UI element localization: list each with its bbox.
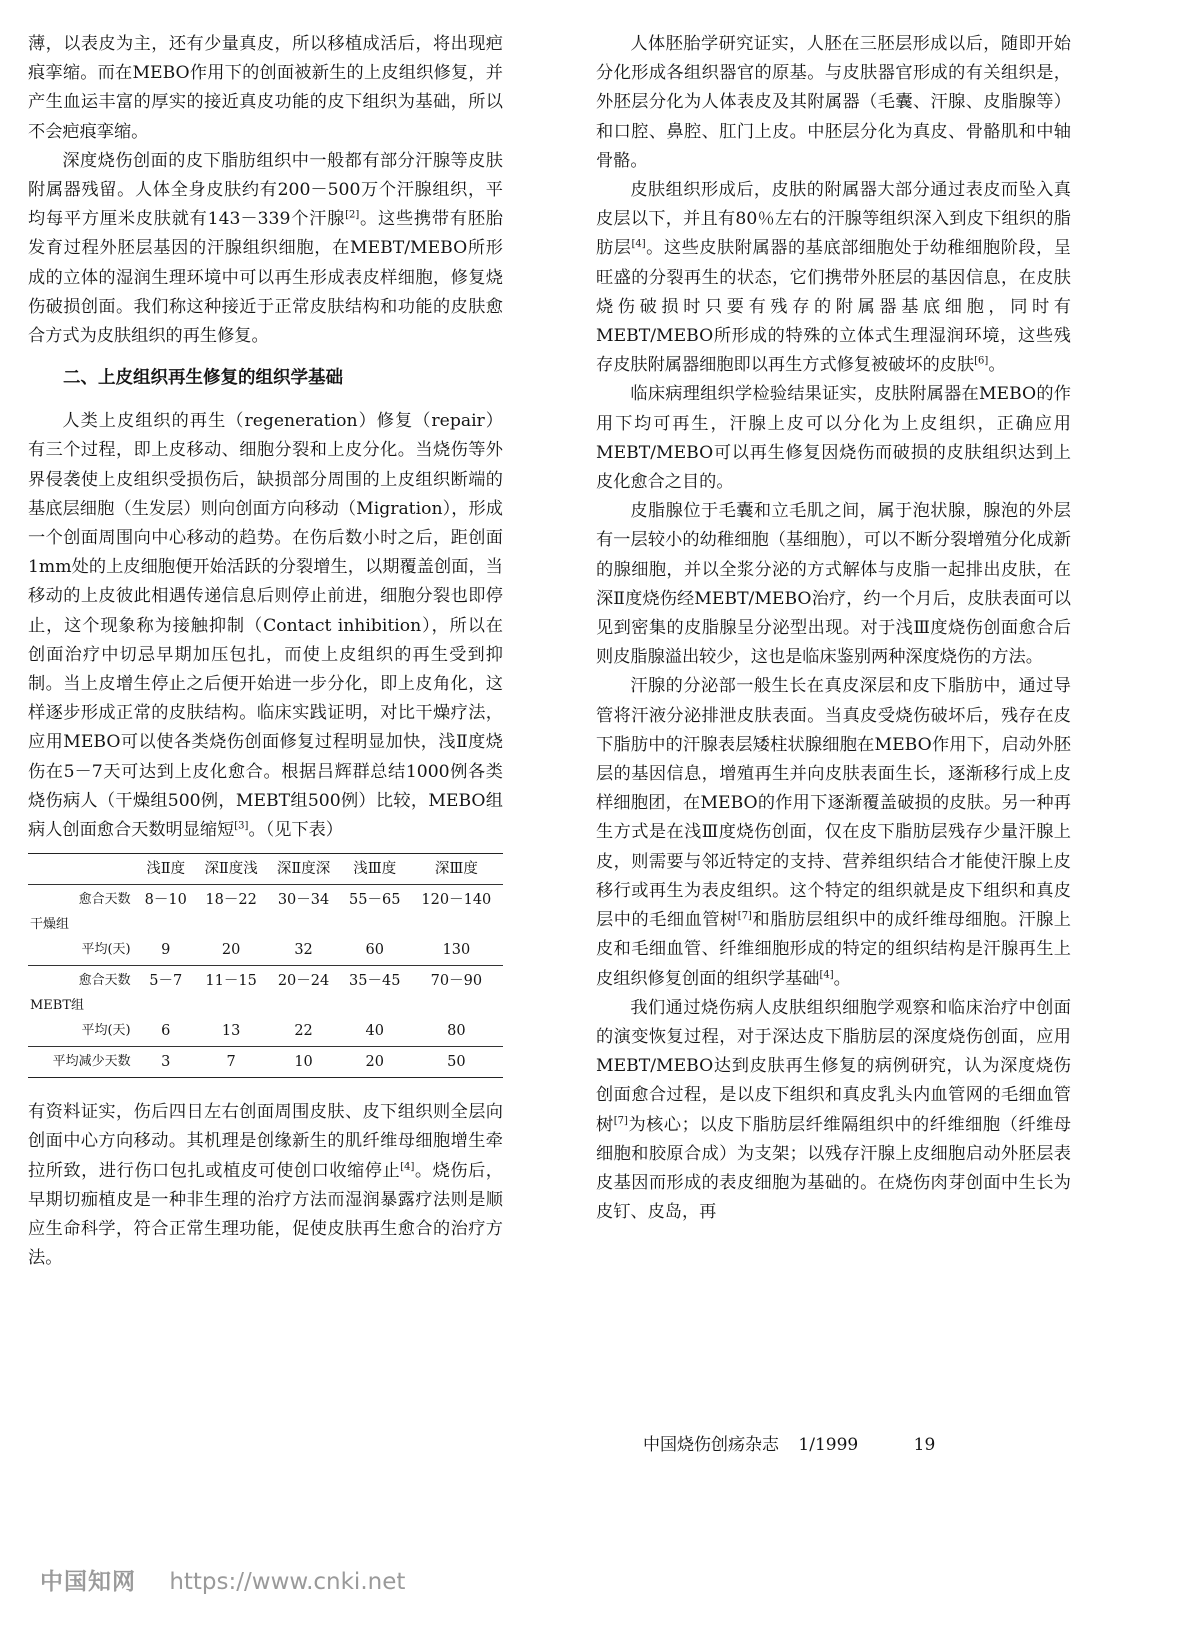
column-header: 深Ⅱ度浅 [195, 854, 267, 885]
table-cell: 40 [365, 1023, 384, 1040]
table-cell: 35－45 [340, 966, 410, 997]
table-cell: 9 [161, 942, 171, 959]
healing-days-table [28, 853, 503, 1078]
paragraph: 皮脂腺位于毛囊和立毛肌之间，属于泡状腺，腺泡的外层有一层较小的幼稚细胞（基细胞），可以不断分裂增殖分化成新的腺细胞，并以全浆分泌的方式解体与皮脂一起排出皮肤，在深Ⅱ度烧伤经MEBT/MEBO治疗，约一个月后，皮肤表面可以见到密集的皮脂腺呈分泌型出现。对于浅Ⅲ度烧伤创面愈合后则皮脂腺溢出较少，这也是临床鉴别两种深度烧伤的方法。 [596, 501, 1071, 668]
citation[interactable]: [2] [345, 209, 360, 221]
citation[interactable]: [3] [234, 820, 249, 832]
table-cell: 5－7 [137, 966, 195, 997]
paragraph: 临床病理组织学检验结果证实，皮肤附属器在MEBO的作用下均可再生，汗腺上皮可以分化为上皮组织，正确应用MEBT/MEBO可以再生修复因烧伤而破损的皮肤组织达到上皮化愈合之目的。 [596, 384, 1071, 493]
citation[interactable]: [6] [974, 355, 989, 367]
paragraph: 人体胚胎学研究证实，人胚在三胚层形成以后，随即开始分化形成各组织器官的原基。与皮肤器官形成的有关组织是，外胚层分化为人体表皮及其附属器（毛囊、汗腺、皮脂腺等）和口腔、鼻腔、肛门上皮。中胚层分化为真皮、骨骼肌和中轴骨骼。 [596, 34, 1071, 171]
table-cell: 18－22 [205, 892, 257, 909]
table-cell: 8－10 [144, 892, 187, 909]
watermark-url[interactable]: https://www.cnki.net [169, 1569, 406, 1595]
table-cell: 80 [447, 1023, 466, 1040]
table-cell: 30－34 [277, 892, 330, 909]
page-footer [643, 1430, 935, 1455]
citation[interactable]: [4] [631, 238, 646, 250]
column-header: 深Ⅲ度 [410, 854, 503, 885]
table-cell: 20 [340, 1047, 410, 1078]
table-cell: 32 [294, 942, 313, 959]
table-row [28, 935, 503, 966]
table-cell: 11－15 [195, 966, 267, 997]
citation[interactable]: [7] [737, 910, 752, 922]
row-label: 愈合天数 [78, 892, 131, 908]
row-label: 平均(天) [81, 942, 131, 958]
paragraph: 人类上皮组织的再生（regeneration）修复（repair）有三个过程，即上皮移动、细胞分裂和上皮分化。当烧伤等外界侵袭使上皮组织受损伤后，缺损部分周围的上皮组织断端的基底层细胞（生发层）则向创面方向移动（Migration），形成一个创面周围向中心移动的趋势。在伤后数小时之后，距创面1mm处的上皮细胞便开始活跃的分裂增生，以期覆盖创面，当移动的上皮彼此相遇传递信息后则停止前进，细胞分裂也即停止，这个现象称为接触抑制（Contact inhibition），所以在创面治疗中切忌早期加压包扎，而使上皮组织的再生受到抑制。当上皮增生停止之后便开始进一步分化，即上皮角化，这样逐步形成正常的皮肤结构。临床实践证明，对比干燥疗法，应用MEBO可以使各类烧伤创面修复过程明显加快，浅Ⅱ度烧伤在5－7天可达到上皮化愈合。根据吕辉群总结1000例各类烧伤病人（干燥组500例，MEBT组500例）比较，MEBO组病人创面愈合天数明显缩短[3]。（见下表） [28, 411, 503, 841]
right-column [596, 30, 1071, 1227]
row-label: 平均减少天数 [28, 1047, 137, 1078]
journal-name: 中国烧伤创疡杂志 [643, 1435, 779, 1455]
table-row [28, 996, 503, 1016]
paragraph: 有资料证实，伤后四日左右创面周围皮肤、皮下组织则全层向创面中心方向移动。其机理是创缘新生的肌纤维母细胞增生牵拉所致，进行伤口包扎或植皮可使创口收缩停止[4]。烧伤后，早期切痂植皮是一种非生理的治疗方法而湿润暴露疗法则是顺应生命科学，符合正常生理功能，促使皮肤再生愈合的治疗方法。 [28, 1102, 503, 1269]
table-cell: 55－65 [349, 892, 401, 909]
column-header: 浅Ⅱ度 [137, 854, 195, 885]
group-label: MEBT组 [30, 998, 85, 1014]
issue-number: 1/1999 [798, 1435, 859, 1455]
row-label: 愈合天数 [28, 966, 137, 997]
table-cell: 120－140 [421, 892, 492, 909]
table-cell: 130 [442, 942, 471, 959]
table-row [28, 915, 503, 935]
table-cell: 3 [137, 1047, 195, 1078]
table-cell: 20 [221, 942, 241, 959]
left-column [28, 30, 503, 1274]
table-cell: 22 [294, 1023, 313, 1040]
table-cell: 6 [161, 1023, 171, 1040]
group-label: 干燥组 [30, 917, 70, 933]
table-cell: 7 [195, 1047, 267, 1078]
table-cell: 20－24 [267, 966, 339, 997]
table-row [28, 1016, 503, 1047]
table-cell: 13 [221, 1023, 241, 1040]
section-heading: 二、上皮组织再生修复的组织学基础 [63, 368, 343, 389]
row-label: 平均(天) [81, 1023, 131, 1039]
paragraph: 薄，以表皮为主，还有少量真皮，所以移植成活后，将出现疤痕挛缩。而在MEBO作用下的创面被新生的上皮组织修复，并产生血运丰富的厚实的接近真皮功能的皮下组织为基础，所以不会疤痕挛缩。 [28, 34, 503, 142]
paragraph: 皮肤组织形成后，皮肤的附属器大部分通过表皮而坠入真皮层以下，并且有80％左右的汗腺等组织深入到皮下组织的脂肪层[4]。这些皮肤附属器的基底部细胞处于幼稚细胞阶段，呈旺盛的分裂再生的状态，它们携带外胚层的基因信息，在皮肤烧伤破损时只要有残存的附属器基底细胞，同时有MEBT/MEBO所形成的特殊的立体式生理湿润环境，这些残存皮肤附属器细胞即以再生方式修复被破坏的皮肤[6]。 [596, 180, 1071, 376]
page-number: 19 [913, 1435, 936, 1455]
table-row [28, 966, 503, 997]
paragraph: 深度烧伤创面的皮下脂肪组织中一般都有部分汗腺等皮肤附属器残留。人体全身皮肤约有200－500万个汗腺组织，平均每平方厘米皮肤就有143－339个汗腺[2]。这些携带有胚胎发育过程外胚层基因的汗腺组织细胞，在MEBT/MEBO所形成的立体的湿润生理环境中可以再生形成表皮样细胞，修复烧伤破损创面。我们称这种接近于正常皮肤结构和功能的皮肤愈合方式为皮肤组织的再生修复。 [28, 150, 503, 347]
citation[interactable]: [4] [819, 968, 834, 980]
column-header: 浅Ⅲ度 [340, 854, 410, 885]
citation[interactable]: [4] [400, 1160, 415, 1172]
table-cell: 60 [365, 942, 384, 959]
table-cell: 70－90 [410, 966, 503, 997]
table-row [28, 1047, 503, 1078]
paragraph: 汗腺的分泌部一般生长在真皮深层和皮下脂肪中，通过导管将汗液分泌排泄皮肤表面。当真皮受烧伤破坏后，残存在皮下脂肪中的汗腺表层矮柱状腺细胞在MEBO作用下，启动外胚层的基因信息，增殖再生并向皮肤表面生长，逐渐移行成上皮样细胞团，在MEBO的作用下逐渐覆盖破损的皮肤。另一种再生方式是在浅Ⅲ度烧伤创面，仅在皮下脂肪层残存少量汗腺上皮，则需要与邻近特定的支持、营养组织结合才能使汗腺上皮移行或再生为表皮组织。这个特定的组织就是皮下组织和真皮层中的毛细血管树[7]和脂肪层组织中的成纤维母细胞。汗腺上皮和毛细血管、纤维细胞形成的特定的组织结构是汗腺再生上皮组织修复创面的组织学基础[4]。 [596, 676, 1071, 989]
table-row [28, 885, 503, 916]
cnki-logo: 中国知网 [40, 1569, 136, 1595]
table-cell: 10 [267, 1047, 339, 1078]
paragraph: 我们通过烧伤病人皮肤组织细胞学观察和临床治疗中创面的演变恢复过程，对于深达皮下脂肪层的深度烧伤创面，应用MEBT/MEBO达到皮肤再生修复的病例研究，认为深度烧伤创面愈合过程，是以皮下组织和真皮乳头内血管网的毛细血管树[7]为核心；以皮下脂肪层纤维隔组织中的纤维细胞（纤维母细胞和胶原合成）为支架；以残存汗腺上皮细胞启动外胚层表皮基因而形成的表皮细胞为基础的。在烧伤肉芽创面中生长为皮钉、皮岛，再 [596, 997, 1071, 1223]
column-header: 深Ⅱ度深 [267, 854, 339, 885]
citation[interactable]: [7] [613, 1114, 628, 1126]
cnki-watermark [40, 1563, 405, 1596]
table-cell: 50 [410, 1047, 503, 1078]
